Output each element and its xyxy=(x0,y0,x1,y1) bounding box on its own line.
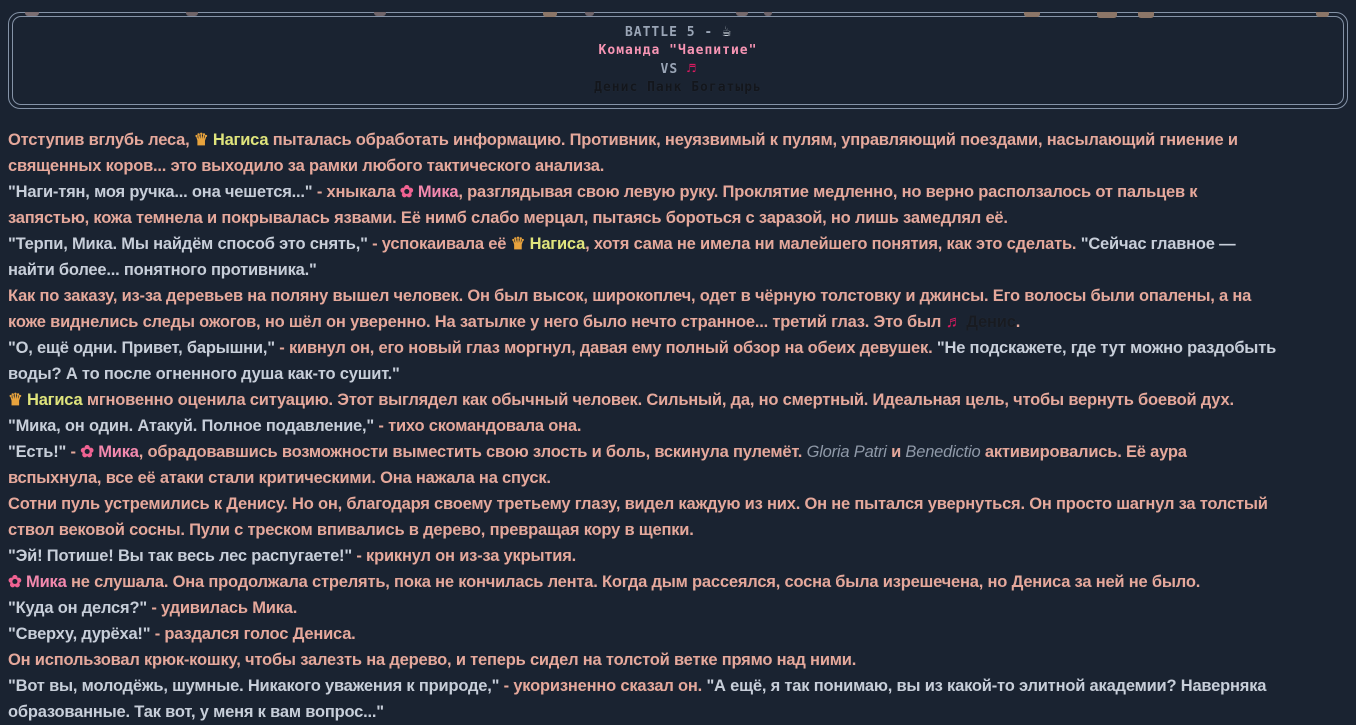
story-line xyxy=(8,387,1348,413)
text-segment: активировались. Её аура xyxy=(980,443,1187,461)
guitar-icon: ♬ xyxy=(945,313,962,331)
text-segment: . xyxy=(1015,313,1021,331)
text-segment: , хотя сама не имела ни малейшего понятия, как это сделать. xyxy=(585,235,1081,253)
battle-title-label: BATTLE 5 - xyxy=(624,25,723,40)
story-line xyxy=(8,127,1348,153)
battle-header-content xyxy=(12,16,1344,105)
cutoff-emoji-icon xyxy=(186,12,198,16)
text-segment: Мика xyxy=(93,443,139,461)
text-segment: воды? А то после огненного душа как-то сушит." xyxy=(8,365,400,383)
text-segment: , разглядывая свою левую руку. Проклятие медленно, но верно расползалось от пальцев к xyxy=(458,183,1198,201)
text-segment: "Наги-тян, моя ручка... она чешется..." xyxy=(8,183,317,201)
text-segment: найти более... понятного противника." xyxy=(8,261,317,279)
text-segment: ствол вековой сосны. Пули с треском впивались в дерево, превращая кору в щепки. xyxy=(8,521,694,539)
text-segment: - укоризненно сказал он. xyxy=(503,677,707,695)
cutoff-emoji-icon xyxy=(543,12,557,17)
story-line xyxy=(8,699,1348,725)
vs-row xyxy=(13,60,1343,79)
story-line xyxy=(8,673,1348,699)
text-segment: - кивнул он, его новый глаз моргнул, давая ему полный обзор на обеих девушек. xyxy=(279,339,937,357)
text-segment: коже виднелись следы ожогов, но шёл он уверенно. На затылке у него было нечто странное... третий глаз. Это был xyxy=(8,313,946,331)
cutoff-emoji-icon xyxy=(25,12,39,16)
text-segment: Benedictio xyxy=(905,443,981,461)
text-segment: "Сейчас главное — xyxy=(1080,235,1236,253)
story-line xyxy=(8,361,1348,387)
text-segment: Нагиса xyxy=(22,391,87,409)
text-segment: "Есть!" xyxy=(8,443,71,461)
story-line xyxy=(8,309,1348,335)
team-name: Команда "Чаепитие" xyxy=(598,43,758,58)
text-segment: не слушала. Она продолжала стрелять, пока не кончилась лента. Когда дым рассеялся, сосна была изрешечена, но Дениса за ней не было. xyxy=(70,573,1201,591)
text-segment: "Вот вы, молодёжь, шумные. Никакого уважения к природе," xyxy=(8,677,504,695)
story-line xyxy=(8,491,1348,517)
text-segment: "Эй! Потише! Вы так весь лес распугаете!" xyxy=(8,547,357,565)
crown-icon: ♛ xyxy=(193,131,209,149)
cutoff-emoji-icon xyxy=(736,12,748,16)
blossom-icon: ✿ xyxy=(80,443,94,461)
text-segment: Gloria Patri xyxy=(806,443,887,461)
story-line xyxy=(8,335,1348,361)
text-segment: священных коров... это выходило за рамки любого тактического анализа. xyxy=(8,157,605,175)
story-line xyxy=(8,283,1348,309)
story-line xyxy=(8,231,1348,257)
guitar-icon: ♬ xyxy=(687,61,696,77)
cutoff-emoji-icon xyxy=(1316,12,1329,17)
text-segment: Как по заказу, из-за деревьев на поляну вышел человек. Он был высок, широкоплеч, одет в чёрную толстовку и джинсы. Его волосы были опалены, а на xyxy=(8,287,1252,305)
text-segment: Он использовал крюк-кошку, чтобы залезть на дерево, и теперь сидел на толстой ветке прямо над ними. xyxy=(8,651,857,669)
story-line xyxy=(8,257,1348,283)
text-segment: и xyxy=(886,443,906,461)
text-segment: - удивилась Мика. xyxy=(151,599,298,617)
text-segment: "Куда он делся?" xyxy=(8,599,152,617)
text-segment: Нагиса xyxy=(525,235,586,253)
story-line xyxy=(8,205,1348,231)
text-segment: - тихо скомандовала она. xyxy=(378,417,582,435)
story-line xyxy=(8,569,1348,595)
text-segment: Мика xyxy=(21,573,71,591)
text-segment: , обрадовавшись возможности выместить свою злость и боль, вскинула пулемёт. xyxy=(138,443,807,461)
cutoff-emoji-icon xyxy=(585,12,594,16)
text-segment: образованные. Так вот, у меня к вам вопрос..." xyxy=(8,703,384,721)
text-segment: "Мика, он один. Атакуй. Полное подавление," xyxy=(8,417,379,435)
text-segment: Отступив вглубь леса, xyxy=(8,131,194,149)
text-segment: - xyxy=(70,443,81,461)
text-segment: Нагиса xyxy=(208,131,273,149)
text-segment: - крикнул он из-за укрытия. xyxy=(356,547,577,565)
story-line xyxy=(8,621,1348,647)
text-segment: Денис xyxy=(961,313,1016,331)
story-line xyxy=(8,413,1348,439)
text-segment: мгновенно оценила ситуацию. Этот выглядел как обычный человек. Сильный, да, но смертный. Идеальная цель, чтобы вернуть боевой дух. xyxy=(86,391,1234,409)
text-segment: - успокаивала её xyxy=(372,235,511,253)
text-segment: запястью, кожа темнела и покрывалась язвами. Её нимб слабо мерцал, пытаясь бороться с заразой, но лишь замедлял её. xyxy=(8,209,1008,227)
story-line xyxy=(8,465,1348,491)
text-segment: "Не подскажете, где тут можно раздобыть xyxy=(936,339,1277,357)
story-line xyxy=(8,647,1348,673)
text-segment: Сотни пуль устремились к Денису. Но он, благодаря своему третьему глазу, видел каждую из них. Он не пытался увернуться. Он просто шагнул за толстый xyxy=(8,495,1268,513)
cutoff-emoji-icon xyxy=(374,12,386,16)
cutoff-emoji-icon xyxy=(1024,12,1040,17)
cutoff-emoji-icon xyxy=(1097,12,1117,18)
blossom-icon: ✿ xyxy=(8,573,22,591)
text-segment: - раздался голос Дениса. xyxy=(154,625,356,643)
story-line xyxy=(8,179,1348,205)
battle-header-box xyxy=(8,12,1348,109)
text-segment: Мика xyxy=(413,183,459,201)
story-line xyxy=(8,595,1348,621)
text-segment: "Сверху, дурёха!" xyxy=(8,625,155,643)
cutoff-emoji-icon xyxy=(1138,12,1154,18)
text-segment: "Терпи, Мика. Мы найдём способ это снять," xyxy=(8,235,373,253)
battle-log xyxy=(0,127,1356,725)
text-segment: - хныкала xyxy=(316,183,400,201)
battle-title xyxy=(13,22,1343,42)
story-line xyxy=(8,439,1348,465)
text-segment: "А ещё, я так понимаю, вы из какой-то элитной академии? Наверняка xyxy=(706,677,1267,695)
vs-label: VS xyxy=(660,62,688,77)
text-segment: вспыхнула, все её атаки стали критическими. Она нажала на спуск. xyxy=(8,469,551,487)
cutoff-emoji-icon xyxy=(764,12,772,16)
story-line xyxy=(8,517,1348,543)
blossom-icon: ✿ xyxy=(399,183,414,201)
text-segment: "О, ещё одни. Привет, барышни," xyxy=(8,339,280,357)
story-line xyxy=(8,153,1348,179)
story-line xyxy=(8,543,1348,569)
crown-icon: ♛ xyxy=(8,391,23,409)
text-segment: пыталась обработать информацию. Противник, неуязвимый к пулям, управляющий поездами, насылающий гниение и xyxy=(272,131,1238,149)
tea-cup-icon: ☕ xyxy=(722,22,732,40)
opponent-name: Денис Панк Богатырь xyxy=(594,80,762,95)
crown-icon: ♛ xyxy=(510,235,526,253)
